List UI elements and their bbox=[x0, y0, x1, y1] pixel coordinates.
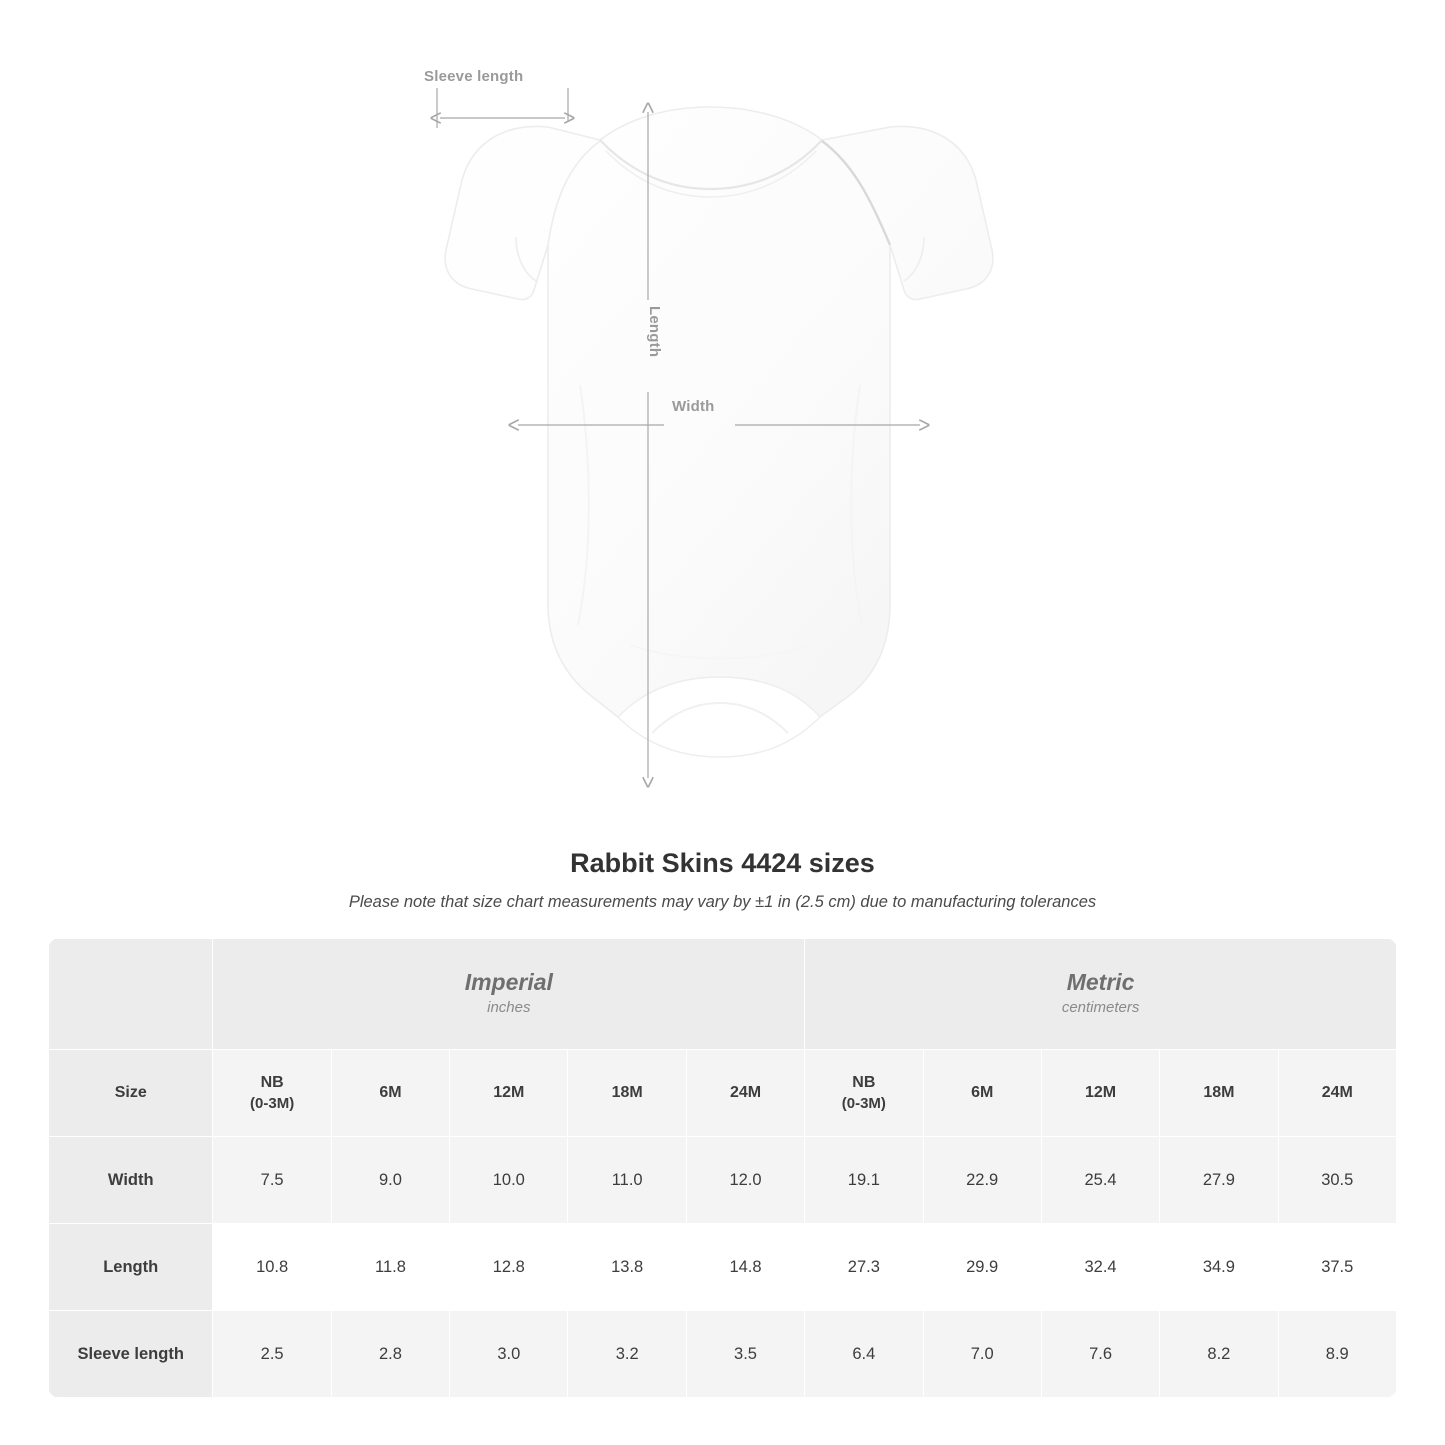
cell-length-2: 12.8 bbox=[450, 1224, 568, 1311]
unit-group-metric-name: Metric bbox=[1066, 969, 1135, 996]
cell-width-3: 11.0 bbox=[568, 1137, 686, 1224]
cell-length-0: 10.8 bbox=[213, 1224, 331, 1311]
cell-length-6: 29.9 bbox=[923, 1224, 1041, 1311]
header-col-2: 12M bbox=[450, 1050, 568, 1137]
size-table-wrapper bbox=[48, 938, 1397, 1398]
header-col-5-sub: (0-3M) bbox=[841, 1094, 886, 1112]
unit-group-metric-sub: centimeters bbox=[1061, 999, 1140, 1017]
header-col-3: 18M bbox=[568, 1050, 686, 1137]
row-label-sleeve-length: Sleeve length bbox=[49, 1311, 213, 1398]
cell-sleeve-3: 3.2 bbox=[568, 1311, 686, 1398]
cell-sleeve-0: 2.5 bbox=[213, 1311, 331, 1398]
cell-width-1: 9.0 bbox=[331, 1137, 449, 1224]
cell-sleeve-4: 3.5 bbox=[686, 1311, 804, 1398]
cell-width-5: 19.1 bbox=[805, 1137, 923, 1224]
header-col-4: 24M bbox=[686, 1050, 804, 1137]
cell-sleeve-5: 6.4 bbox=[805, 1311, 923, 1398]
cell-sleeve-6: 7.0 bbox=[923, 1311, 1041, 1398]
unit-group-imperial-sub: inches bbox=[487, 999, 531, 1017]
unit-group-imperial bbox=[213, 939, 805, 1050]
header-col-7: 12M bbox=[1041, 1050, 1159, 1137]
cell-width-0: 7.5 bbox=[213, 1137, 331, 1224]
table-row bbox=[49, 1311, 1397, 1398]
cell-length-4: 14.8 bbox=[686, 1224, 804, 1311]
cell-length-1: 11.8 bbox=[331, 1224, 449, 1311]
table-row bbox=[49, 1224, 1397, 1311]
cell-length-8: 34.9 bbox=[1160, 1224, 1278, 1311]
unit-group-row bbox=[49, 939, 1397, 1050]
cell-sleeve-8: 8.2 bbox=[1160, 1311, 1278, 1398]
header-col-0-label: NB bbox=[260, 1074, 284, 1092]
column-header-row bbox=[49, 1050, 1397, 1137]
title-block bbox=[0, 848, 1445, 912]
cell-width-7: 25.4 bbox=[1041, 1137, 1159, 1224]
tolerance-note: Please note that size chart measurements may vary by ±1 in (2.5 cm) due to manufacturing tolerances bbox=[348, 893, 1097, 911]
row-label-width: Width bbox=[49, 1137, 213, 1224]
header-col-0 bbox=[213, 1050, 331, 1137]
cell-sleeve-7: 7.6 bbox=[1041, 1311, 1159, 1398]
header-col-9: 24M bbox=[1278, 1050, 1396, 1137]
unit-group-metric bbox=[805, 939, 1397, 1050]
cell-width-2: 10.0 bbox=[450, 1137, 568, 1224]
cell-length-7: 32.4 bbox=[1041, 1224, 1159, 1311]
cell-length-3: 13.8 bbox=[568, 1224, 686, 1311]
cell-width-4: 12.0 bbox=[686, 1137, 804, 1224]
cell-width-9: 30.5 bbox=[1278, 1137, 1396, 1224]
sleeve-length-label: Sleeve length bbox=[424, 68, 524, 85]
cell-sleeve-1: 2.8 bbox=[331, 1311, 449, 1398]
table-row bbox=[49, 1137, 1397, 1224]
header-col-5 bbox=[805, 1050, 923, 1137]
header-size: Size bbox=[49, 1050, 213, 1137]
header-col-8: 18M bbox=[1160, 1050, 1278, 1137]
size-table bbox=[48, 938, 1397, 1398]
cell-width-6: 22.9 bbox=[923, 1137, 1041, 1224]
cell-sleeve-2: 3.0 bbox=[450, 1311, 568, 1398]
unit-group-imperial-name: Imperial bbox=[464, 969, 553, 996]
width-label: Width bbox=[672, 398, 715, 415]
unit-corner-cell bbox=[49, 939, 213, 1050]
header-col-5-label: NB bbox=[852, 1074, 876, 1092]
cell-width-8: 27.9 bbox=[1160, 1137, 1278, 1224]
row-label-length: Length bbox=[49, 1224, 213, 1311]
header-col-6: 6M bbox=[923, 1050, 1041, 1137]
length-label: Length bbox=[646, 306, 663, 358]
cell-length-9: 37.5 bbox=[1278, 1224, 1396, 1311]
header-col-0-sub: (0-3M) bbox=[250, 1094, 295, 1112]
header-col-1: 6M bbox=[331, 1050, 449, 1137]
page-title: Rabbit Skins 4424 sizes bbox=[570, 848, 875, 878]
cell-sleeve-9: 8.9 bbox=[1278, 1311, 1396, 1398]
cell-length-5: 27.3 bbox=[805, 1224, 923, 1311]
